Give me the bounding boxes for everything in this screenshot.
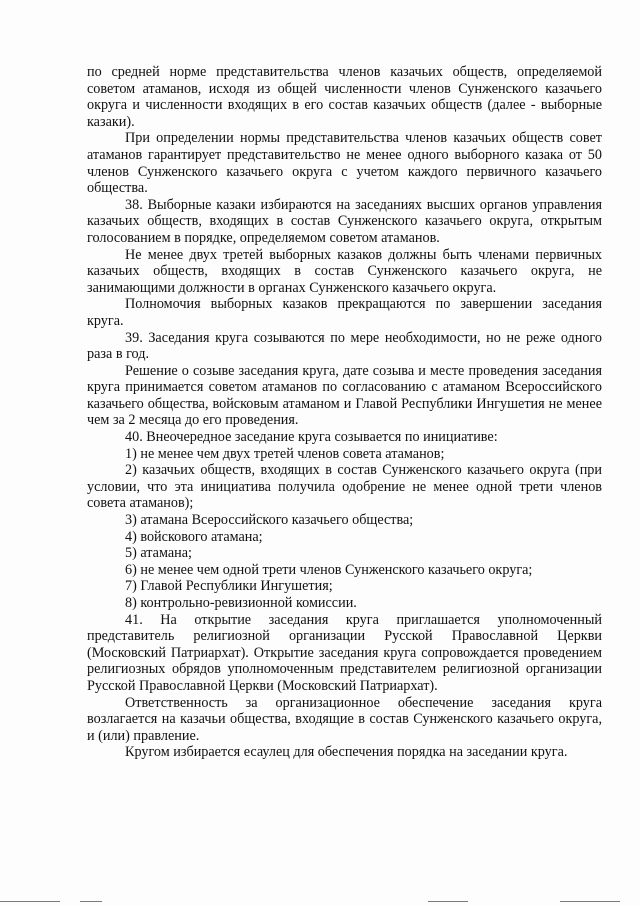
paragraph-representation-norm: При определении нормы представительства членов казачьих обществ совет атаманов гарантирует представительство не менее одного выборного казака от 50 членов Сунженского казачьего округа с учетом каждого первичного казачьего общества.: [87, 130, 602, 197]
paragraph-item-39: 39. Заседания круга созываются по мере необходимости, но не реже одного раза в год.: [87, 329, 602, 363]
list-item: 1) не менее чем двух третей членов совета атаманов;: [125, 445, 445, 462]
list-item: 6) не менее чем одной трети членов Сунженского казачьего округа;: [125, 561, 533, 578]
paragraph-convening-decision: Решение о созыве заседания круга, дате созыва и месте проведения заседания круга принимается советом атаманов по согласованию с атаманом Всероссийского казачьего общества, войсковым атаманом и Главой Республики Ингушетия не менее чем за 2 месяца до его проведения.: [87, 362, 602, 429]
paragraph-responsibility: Ответственность за организационное обеспечение заседания круга возлагается на казачьи общества, входящие в состав Сунженского казачьего округа, и (или) правление.: [87, 694, 602, 744]
document-body: [87, 64, 602, 761]
scan-artifact-line: [80, 901, 102, 902]
paragraph-item-40: 40. Внеочередное заседание круга созывается по инициативе:: [125, 429, 498, 446]
list-item: 5) атамана;: [125, 545, 192, 562]
paragraph-item-41: 41. На открытие заседания круга приглашается уполномоченный представитель религиозной организации Русской Православной Церкви (Московский Патриархат). Открытие заседания круга сопровождается проведением религиозных обрядов уполномоченным представителем религиозной организации Русской Православной Церкви (Московский Патриархат).: [87, 611, 602, 694]
list-item: 2) казачьих обществ, входящих в состав Сунженского казачьего округа (при условии, что эта инициатива получила одобрение не менее одной трети членов совета атаманов);: [87, 462, 602, 512]
scan-artifact-line: [560, 901, 620, 902]
list-item: 4) войскового атамана;: [125, 528, 263, 545]
paragraph-continuation: по средней норме представительства членов казачьих обществ, определяемой советом атаманов, исходя из общей численности членов Сунженского казачьего округа и численности входящих в его состав казачьих обществ (далее - выборные казаки).: [87, 64, 602, 130]
paragraph-powers-end: Полномочия выборных казаков прекращаются по завершении заседания круга.: [87, 296, 602, 329]
scan-artifact-line: [0, 901, 60, 902]
list-item: 3) атамана Всероссийского казачьего общества;: [125, 512, 414, 529]
list-item: 7) Главой Республики Ингушетия;: [125, 578, 333, 595]
paragraph-item-38: 38. Выборные казаки избираются на заседаниях высших органов управления казачьих обществ, входящих в состав Сунженского казачьего округа, открытым голосованием в порядке, определяемом советом атаманов.: [87, 196, 602, 246]
scan-artifact-line: [428, 901, 468, 902]
list-item: 8) контрольно-ревизионной комиссии.: [125, 595, 357, 611]
paragraph-two-thirds: Не менее двух третей выборных казаков должны быть членами первичных казачьих обществ, входящих в состав Сунженского казачьего округа, не занимающими должности в органах Сунженского казачьего округа.: [87, 246, 602, 296]
paragraph-esaulets: Кругом избирается есаулец для обеспечения порядка на заседании круга.: [125, 744, 568, 761]
